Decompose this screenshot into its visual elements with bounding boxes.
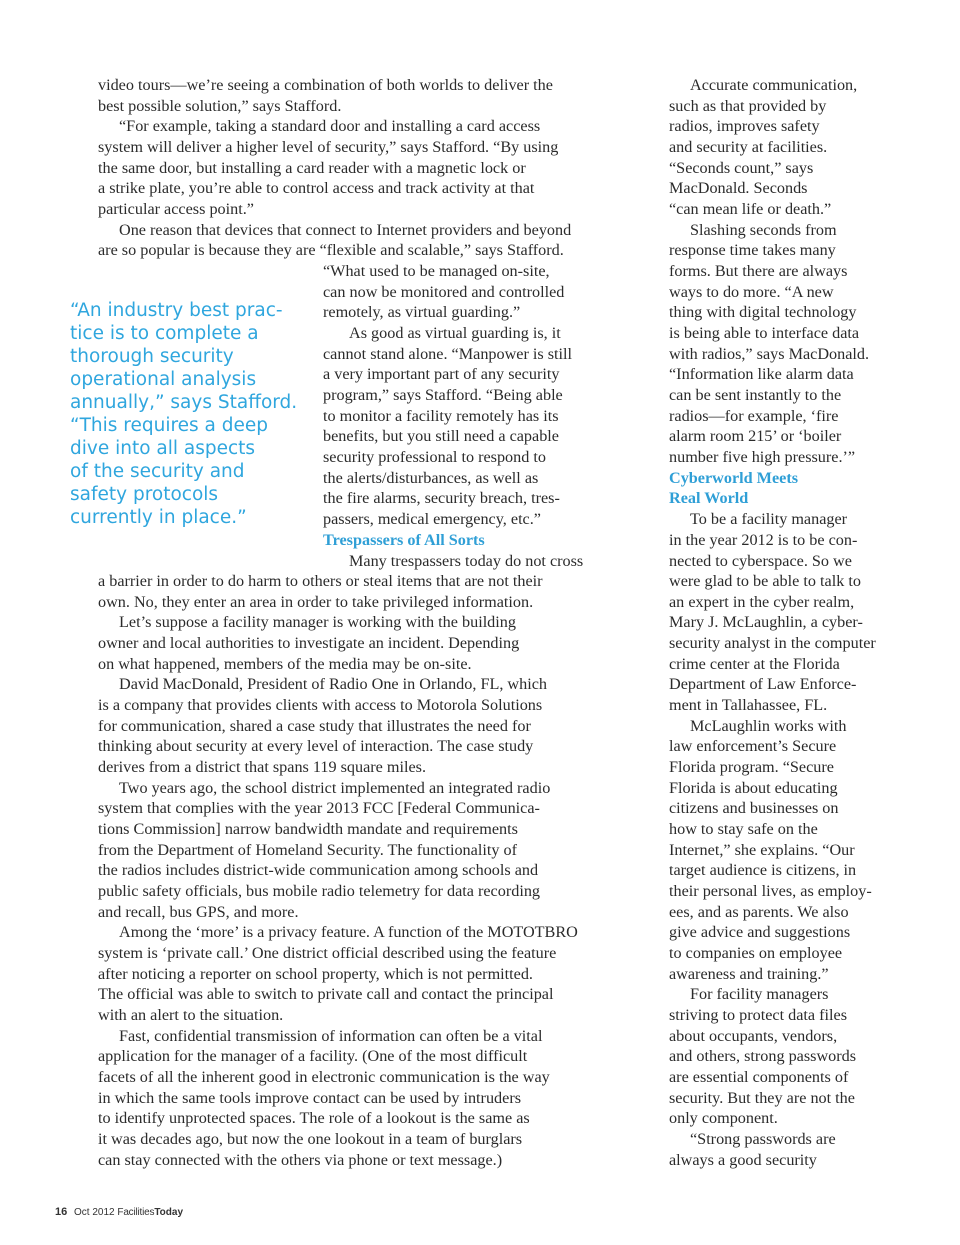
side-line: were glad to be able to talk to [669, 572, 861, 590]
main-line: a very important part of any security [323, 365, 560, 383]
main-line: a strike plate, you’re able to control access and track activity at that [98, 179, 535, 197]
brand-name-facilities: Facilities [117, 1207, 155, 1218]
main-line: after noticing a reporter on school property, which is not permitted. [98, 965, 533, 983]
side-line: crime center at the Florida [669, 655, 840, 673]
main-line: thinking about security at every level of interaction. The case study [98, 737, 534, 755]
side-line: MacDonald. Seconds [669, 179, 808, 197]
main-line: Two years ago, the school district implemented an integrated radio [119, 779, 551, 797]
main-line: remotely, as virtual guarding.” [323, 303, 521, 321]
main-line: Fast, confidential transmission of information can often be a vital [119, 1027, 543, 1045]
main-line: David MacDonald, President of Radio One in Orlando, FL, which [119, 675, 547, 693]
side-line: about occupants, vendors, [669, 1027, 838, 1045]
main-line: it was decades ago, but now the one lookout in a team of burglars [98, 1130, 523, 1148]
side-line: number five high pressure.’” [669, 448, 856, 466]
side-line: their personal lives, as employ- [669, 882, 872, 900]
main-line: Many trespassers today do not cross [349, 552, 584, 570]
main-line: tions Commission] narrow bandwidth mandate and requirements [98, 820, 518, 838]
pull-quote-line: of the security and [70, 461, 245, 482]
main-line: As good as virtual guarding is, it [349, 324, 561, 342]
page-footer [55, 1206, 183, 1218]
main-line: a barrier in order to do harm to others or steal items that are not their [98, 572, 543, 590]
side-line: radios—for example, ‘fire [669, 407, 839, 425]
pull-quote-line: currently in place.” [70, 507, 247, 528]
pull-quote-line: operational analysis [70, 369, 257, 390]
side-line: To be a facility manager [690, 510, 848, 528]
side-line: are essential components of [669, 1068, 849, 1086]
side-line: can be sent instantly to the [669, 386, 842, 404]
pull-quote-line: dive into all aspects [70, 438, 256, 459]
side-line: nected to cyberspace. So we [669, 552, 852, 570]
section-heading-real-world: Real World [669, 489, 749, 507]
main-line: One reason that devices that connect to Internet providers and beyond [119, 221, 572, 239]
side-line: and others, strong passwords [669, 1047, 857, 1065]
pull-quote-line: annually,” says Stafford. [70, 392, 298, 413]
side-line: law enforcement’s Secure [669, 737, 837, 755]
pull-quote-line: “This requires a deep [70, 415, 269, 436]
main-line: is a company that provides clients with access to Motorola Solutions [98, 696, 543, 714]
section-heading-trespassers: Trespassers of All Sorts [323, 531, 485, 549]
side-line: response time takes many [669, 241, 836, 259]
side-line: awareness and training.” [669, 965, 829, 983]
main-line: cannot stand alone. “Manpower is still [323, 345, 573, 363]
side-line: an expert in the cyber realm, [669, 593, 855, 611]
main-line: to monitor a facility remotely has its [323, 407, 559, 425]
main-line: to identify unprotected spaces. The role of a lookout is the same as [98, 1109, 530, 1127]
main-line: “For example, taking a standard door and installing a card access [119, 117, 541, 135]
side-line: “Information like alarm data [669, 365, 854, 383]
main-line: best possible solution,” says Stafford. [98, 97, 342, 115]
side-line: Department of Law Enforce- [669, 675, 857, 693]
side-line: ways to do more. “A new [669, 283, 834, 301]
side-line: to companies on employee [669, 944, 843, 962]
side-line: “can mean life or death.” [669, 200, 832, 218]
main-line: system is ‘private call.’ One district official described using the feature [98, 944, 557, 962]
main-line: the same door, but installing a card reader with a magnetic lock or [98, 159, 526, 177]
main-line: can now be monitored and controlled [323, 283, 565, 301]
main-line: derives from a district that spans 119 square miles. [98, 758, 427, 776]
pull-quote-line: thorough security [70, 346, 234, 367]
main-line: in which the same tools improve contact can be used by intruders [98, 1089, 522, 1107]
side-line: thing with digital technology [669, 303, 857, 321]
side-line: target audience is citizens, in [669, 861, 857, 879]
main-line: the fire alarms, security breach, tres- [323, 489, 560, 507]
side-line: is being able to interface data [669, 324, 860, 342]
main-line: system that complies with the year 2013 FCC [Federal Communica- [98, 799, 540, 817]
main-line: are so popular is because they are “flexible and scalable,” says Stafford. [98, 241, 564, 259]
side-line: ees, and as parents. We also [669, 903, 849, 921]
side-line: ment in Tallahassee, FL. [669, 696, 828, 714]
pull-quote-line: “An industry best prac- [70, 300, 283, 321]
side-line: Internet,” she explains. “Our [669, 841, 855, 859]
issue-date: Oct 2012 [74, 1207, 115, 1218]
side-line: citizens and businesses on [669, 799, 839, 817]
main-line: for communication, shared a case study that illustrates the need for [98, 717, 531, 735]
side-line: Accurate communication, [690, 76, 858, 94]
main-line: program,” says Stafford. “Being able [323, 386, 563, 404]
main-line: passers, medical emergency, etc.” [323, 510, 541, 528]
main-line: public safety officials, bus mobile radio telemetry for data recording [98, 882, 541, 900]
side-line: and security at facilities. [669, 138, 828, 156]
main-line: The official was able to switch to private call and contact the principal [98, 985, 554, 1003]
side-line: only component. [669, 1109, 778, 1127]
side-line: Florida program. “Secure [669, 758, 834, 776]
main-line: owner and local authorities to investigate an incident. Depending [98, 634, 520, 652]
side-line: Slashing seconds from [690, 221, 837, 239]
side-line: Mary J. McLaughlin, a cyber- [669, 613, 863, 631]
side-line: “Strong passwords are [690, 1130, 836, 1148]
main-line: system will deliver a higher level of security,” says Stafford. “By using [98, 138, 559, 156]
side-line: such as that provided by [669, 97, 827, 115]
side-line: Florida is about educating [669, 779, 838, 797]
main-line: and recall, bus GPS, and more. [98, 903, 299, 921]
main-line: application for the manager of a facility. (One of the most difficult [98, 1047, 528, 1065]
side-line: McLaughlin works with [690, 717, 847, 735]
page-number: 16 [55, 1206, 68, 1218]
side-line: in the year 2012 is to be con- [669, 531, 858, 549]
main-line: “What used to be managed on-site, [323, 262, 550, 280]
side-line: radios, improves safety [669, 117, 820, 135]
main-line: can stay connected with the others via phone or text message.) [98, 1151, 503, 1169]
main-line: own. No, they enter an area in order to take privileged information. [98, 593, 534, 611]
side-line: security. But they are not the [669, 1089, 855, 1107]
main-line: the radios includes district-wide communication among schools and [98, 861, 539, 879]
side-line: forms. But there are always [669, 262, 848, 280]
main-line: the alerts/disturbances, as well as [323, 469, 539, 487]
side-line: “Seconds count,” says [669, 159, 814, 177]
main-line: benefits, but you still need a capable [323, 427, 559, 445]
main-line: on what happened, members of the media may be on-site. [98, 655, 472, 673]
main-line: security professional to respond to [323, 448, 546, 466]
section-heading-cyberworld: Cyberworld Meets [669, 469, 799, 487]
side-line: security analyst in the computer [669, 634, 876, 652]
pull-quote-line: safety protocols [70, 484, 219, 505]
side-line: with radios,” says MacDonald. [669, 345, 870, 363]
side-line: give advice and suggestions [669, 923, 851, 941]
side-line: how to stay safe on the [669, 820, 818, 838]
side-line: For facility managers [690, 985, 829, 1003]
main-line: Let’s suppose a facility manager is working with the building [119, 613, 516, 631]
side-line: striving to protect data files [669, 1006, 848, 1024]
side-line: always a good security [669, 1151, 817, 1169]
main-line: with an alert to the situation. [98, 1006, 284, 1024]
main-line: from the Department of Homeland Security. The functionality of [98, 841, 517, 859]
main-line: video tours—we’re seeing a combination of both worlds to deliver the [98, 76, 553, 94]
side-line: alarm room 215’ or ‘boiler [669, 427, 842, 445]
main-line: Among the ‘more’ is a privacy feature. A function of the MOTOTBRO [119, 923, 578, 941]
pull-quote-line: tice is to complete a [70, 323, 259, 344]
brand-name-today: Today [154, 1207, 184, 1218]
main-line: facets of all the inherent good in electronic communication is the way [98, 1068, 550, 1086]
main-line: particular access point.” [98, 200, 254, 218]
